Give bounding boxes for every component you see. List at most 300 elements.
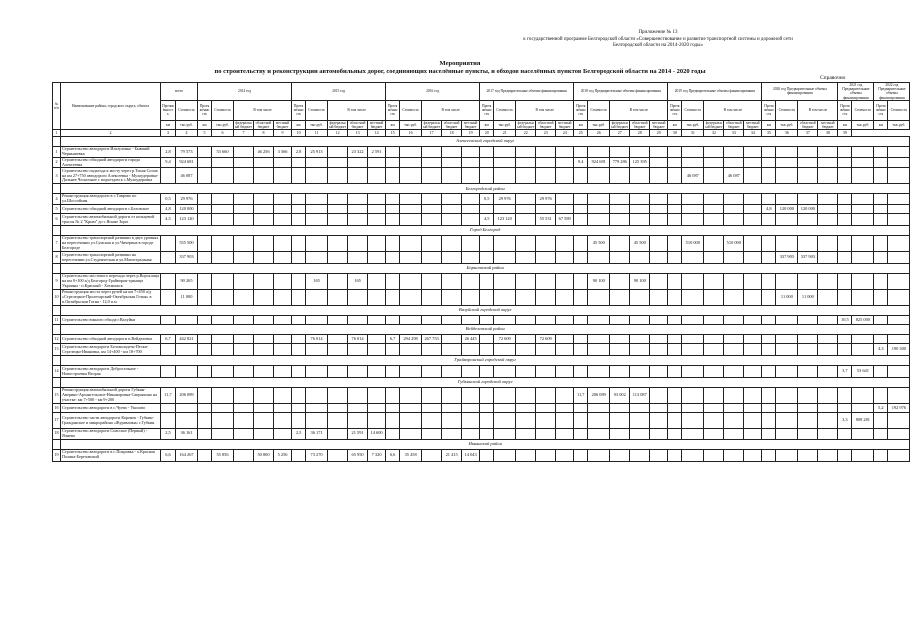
value-cell xyxy=(874,157,888,168)
value-cell xyxy=(306,214,328,226)
value-cell xyxy=(274,290,292,306)
value-cell xyxy=(400,366,422,378)
value-cell: 825 000 xyxy=(852,316,874,325)
value-cell xyxy=(852,290,874,306)
value-cell xyxy=(176,366,198,378)
header-row-years xyxy=(53,83,910,101)
value-cell xyxy=(442,413,462,429)
row-number-cell: 2 xyxy=(53,157,61,168)
column-index-cell: 1 xyxy=(53,130,61,137)
value-cell xyxy=(480,252,494,264)
value-cell xyxy=(462,429,480,440)
value-cell xyxy=(480,290,494,306)
value-cell: 206 089 xyxy=(588,388,610,404)
value-cell xyxy=(516,366,536,378)
value-cell xyxy=(798,274,818,290)
value-cell xyxy=(536,236,556,252)
value-cell xyxy=(650,344,668,356)
value-cell xyxy=(292,449,306,461)
value-cell: 120 000 xyxy=(798,205,818,214)
value-cell xyxy=(762,147,776,158)
value-cell xyxy=(198,316,212,325)
header-length: Протяжённость xyxy=(292,100,306,120)
value-cell: 0,5 xyxy=(161,194,176,205)
header-unit-rub: тыс.руб. xyxy=(588,120,610,129)
value-cell xyxy=(610,290,630,306)
value-cell xyxy=(630,316,650,325)
value-cell xyxy=(494,205,516,214)
value-cell xyxy=(480,316,494,325)
value-cell xyxy=(328,429,348,440)
value-cell xyxy=(212,194,234,205)
value-cell xyxy=(386,344,400,356)
value-cell: 72 609 xyxy=(494,335,516,344)
column-index-cell: 21 xyxy=(494,130,516,137)
value-cell xyxy=(328,413,348,429)
value-cell xyxy=(798,316,818,325)
section-spacer xyxy=(53,356,61,366)
value-cell xyxy=(386,205,400,214)
value-cell xyxy=(744,388,762,404)
value-cell xyxy=(650,316,668,325)
value-cell xyxy=(234,413,254,429)
value-cell xyxy=(386,194,400,205)
value-cell: 53 660 xyxy=(212,147,234,158)
table-row xyxy=(53,335,910,344)
value-cell xyxy=(650,404,668,413)
header-federal: федеральный бюджет xyxy=(517,120,535,130)
value-cell xyxy=(630,168,650,184)
value-cell xyxy=(556,449,574,461)
value-cell xyxy=(610,194,630,205)
value-cell xyxy=(516,388,536,404)
section-title: Грайворонский городской округ xyxy=(61,356,910,366)
annex-line-2: к государственной программе Белгородской области «Совершенствование и развитие транспортной системы и дорожной сети xyxy=(523,36,793,42)
value-cell xyxy=(462,274,480,290)
table-row xyxy=(53,429,910,440)
value-cell xyxy=(516,205,536,214)
value-cell xyxy=(516,449,536,461)
value-cell xyxy=(650,429,668,440)
header-cost: Стоимость xyxy=(306,100,328,120)
value-cell xyxy=(536,429,556,440)
header-unit-rub: тыс.руб. xyxy=(682,120,704,129)
column-index-cell: 33 xyxy=(724,130,744,137)
value-cell: 25 913 xyxy=(306,147,328,158)
value-cell xyxy=(556,429,574,440)
value-cell: 924 681 xyxy=(588,157,610,168)
value-cell xyxy=(386,236,400,252)
value-cell xyxy=(776,236,798,252)
value-cell xyxy=(744,236,762,252)
value-cell: 165 xyxy=(348,274,368,290)
header-row-units xyxy=(53,120,910,129)
value-cell xyxy=(212,316,234,325)
section-spacer xyxy=(53,226,61,236)
object-name-cell: Реконструкция моста через ручей на км 7+450 а/д «Стрелецкое-Пролетарский-Октябрьская Готня» в п.Октябрьская Готня - 12,0 п.м xyxy=(61,290,161,306)
value-cell xyxy=(630,290,650,306)
value-cell xyxy=(462,404,480,413)
value-cell xyxy=(852,157,874,168)
value-cell xyxy=(588,147,610,158)
value-cell xyxy=(212,205,234,214)
value-cell: 9,4 xyxy=(574,157,588,168)
value-cell: 2,5 xyxy=(161,429,176,440)
header-unit-rub: тыс.руб. xyxy=(776,120,798,129)
value-cell xyxy=(494,413,516,429)
value-cell: 11,7 xyxy=(161,388,176,404)
value-cell xyxy=(292,157,306,168)
value-cell xyxy=(630,404,650,413)
value-cell xyxy=(798,344,818,356)
value-cell xyxy=(724,449,744,461)
value-cell xyxy=(704,194,724,205)
value-cell xyxy=(668,252,682,264)
value-cell xyxy=(704,157,724,168)
header-cost: Стоимость xyxy=(494,100,516,120)
value-cell: 29 976 xyxy=(494,194,516,205)
value-cell: 164 267 xyxy=(176,449,198,461)
value-cell xyxy=(516,316,536,325)
value-cell xyxy=(386,214,400,226)
value-cell xyxy=(422,316,442,325)
header-cost: Стоимость xyxy=(588,100,610,120)
header-length: Протяжённость xyxy=(668,100,682,120)
value-cell xyxy=(874,236,888,252)
value-cell xyxy=(234,168,254,184)
value-cell xyxy=(574,449,588,461)
value-cell xyxy=(161,290,176,306)
value-cell xyxy=(818,316,838,325)
value-cell xyxy=(888,449,910,461)
value-cell xyxy=(704,252,724,264)
column-index-cell: 18 xyxy=(442,130,462,137)
value-cell xyxy=(198,344,212,356)
value-cell xyxy=(798,194,818,205)
value-cell xyxy=(480,274,494,290)
value-cell xyxy=(852,449,874,461)
value-cell xyxy=(516,274,536,290)
value-cell xyxy=(234,157,254,168)
value-cell xyxy=(442,168,462,184)
value-cell xyxy=(650,388,668,404)
value-cell xyxy=(704,429,724,440)
value-cell xyxy=(668,316,682,325)
value-cell xyxy=(650,214,668,226)
value-cell: 53 641 xyxy=(852,366,874,378)
header-length: Протяжённость xyxy=(574,100,588,120)
value-cell xyxy=(630,214,650,226)
column-index-cell: 34 xyxy=(744,130,762,137)
value-cell: 2,8 xyxy=(292,147,306,158)
value-cell xyxy=(556,274,574,290)
value-cell xyxy=(306,236,328,252)
value-cell xyxy=(306,404,328,413)
value-cell xyxy=(724,413,744,429)
value-cell xyxy=(630,147,650,158)
value-cell xyxy=(292,413,306,429)
value-cell xyxy=(176,404,198,413)
column-index-cell: 28 xyxy=(630,130,650,137)
value-cell: 36 161 xyxy=(176,429,198,440)
value-cell: 120 000 xyxy=(776,205,798,214)
value-cell xyxy=(556,290,574,306)
value-cell xyxy=(630,413,650,429)
value-cell xyxy=(650,168,668,184)
value-cell xyxy=(838,168,852,184)
value-cell xyxy=(328,236,348,252)
value-cell xyxy=(254,404,274,413)
value-cell xyxy=(400,214,422,226)
value-cell xyxy=(348,205,368,214)
row-number-cell: 1 xyxy=(53,147,61,158)
value-cell xyxy=(442,157,462,168)
table-row xyxy=(53,252,910,264)
value-cell xyxy=(744,404,762,413)
value-cell xyxy=(176,344,198,356)
value-cell xyxy=(368,205,386,214)
value-cell xyxy=(588,404,610,413)
header-unit-rub: тыс.руб. xyxy=(852,120,874,129)
row-number-cell: 19 xyxy=(53,449,61,461)
value-cell xyxy=(348,413,368,429)
value-cell xyxy=(462,236,480,252)
value-cell xyxy=(798,335,818,344)
section-row xyxy=(53,184,910,194)
section-spacer xyxy=(53,137,61,147)
row-number-cell: 4 xyxy=(53,194,61,205)
value-cell xyxy=(480,366,494,378)
measures-table xyxy=(52,82,910,462)
value-cell xyxy=(874,335,888,344)
value-cell xyxy=(574,236,588,252)
section-title: Борисовский район xyxy=(61,264,910,274)
value-cell xyxy=(574,194,588,205)
value-cell xyxy=(328,205,348,214)
value-cell xyxy=(292,335,306,344)
value-cell xyxy=(888,274,910,290)
value-cell xyxy=(386,388,400,404)
section-title: Валуйский городской округ xyxy=(61,306,910,316)
value-cell: 555 500 xyxy=(176,236,198,252)
object-name-cell: Строительство подъезда к мосту через р.Тихая Сосна на км 27+750 автодороги Алексеевка - Мухоудеровка-Дальнее Чесночное с подъездом к с.Мухоудеровка xyxy=(61,168,161,184)
column-index-cell: 2 xyxy=(61,130,161,137)
value-cell xyxy=(328,335,348,344)
value-cell xyxy=(776,388,798,404)
value-cell: 11 000 xyxy=(176,290,198,306)
header-unit-km: км xyxy=(574,120,588,129)
value-cell xyxy=(494,274,516,290)
value-cell xyxy=(762,388,776,404)
value-cell xyxy=(516,147,536,158)
column-index-cell: 8 xyxy=(254,130,274,137)
value-cell xyxy=(704,205,724,214)
value-cell xyxy=(494,236,516,252)
value-cell xyxy=(762,236,776,252)
value-cell xyxy=(306,205,328,214)
value-cell: 6,6 xyxy=(161,449,176,461)
value-cell xyxy=(161,168,176,184)
value-cell xyxy=(588,413,610,429)
header-cost: Стоимость xyxy=(888,100,910,120)
value-cell xyxy=(306,413,328,429)
value-cell xyxy=(348,388,368,404)
value-cell xyxy=(724,388,744,404)
header-length: Протяжённость xyxy=(838,100,852,120)
header-unit-km: км xyxy=(838,120,852,129)
value-cell: 125 395 xyxy=(630,157,650,168)
value-cell xyxy=(610,274,630,290)
section-title: Алексеевский городской округ xyxy=(61,137,910,147)
value-cell xyxy=(494,404,516,413)
value-cell xyxy=(400,316,422,325)
value-cell: 14 600 xyxy=(368,429,386,440)
value-cell xyxy=(888,157,910,168)
value-cell xyxy=(682,316,704,325)
value-cell xyxy=(292,205,306,214)
value-cell xyxy=(630,344,650,356)
value-cell xyxy=(630,366,650,378)
header-y2016: 2016 год xyxy=(386,83,480,101)
header-local: местный бюджет xyxy=(650,120,668,129)
value-cell xyxy=(292,290,306,306)
value-cell: 90 100 xyxy=(588,274,610,290)
table-row xyxy=(53,214,910,226)
value-cell xyxy=(292,316,306,325)
header-regional: областной бюджет xyxy=(724,120,744,129)
column-index-cell: 15 xyxy=(386,130,400,137)
value-cell xyxy=(198,449,212,461)
value-cell xyxy=(480,236,494,252)
column-index-cell: 25 xyxy=(574,130,588,137)
value-cell xyxy=(368,335,386,344)
value-cell: 4,3 xyxy=(874,344,888,356)
header-length: Протяжённость xyxy=(480,100,494,120)
row-number-cell: 11 xyxy=(53,316,61,325)
header-length: Протяжённость xyxy=(762,100,776,120)
header-y2015: 2015 год xyxy=(292,83,386,101)
value-cell xyxy=(682,429,704,440)
value-cell xyxy=(610,316,630,325)
value-cell: 4,8 xyxy=(762,205,776,214)
value-cell xyxy=(762,168,776,184)
value-cell xyxy=(852,168,874,184)
value-cell: 2,8 xyxy=(161,147,176,158)
section-spacer xyxy=(53,264,61,274)
value-cell xyxy=(588,449,610,461)
value-cell xyxy=(422,236,442,252)
value-cell xyxy=(682,205,704,214)
value-cell xyxy=(386,252,400,264)
object-name-cell: Строительство мостового перехода через р.Ворсклица на км 0+100 а/д Белгород-Грайворон-граница Украины - п.Красный - Хотмыжск xyxy=(62,273,159,288)
value-cell xyxy=(442,147,462,158)
value-cell xyxy=(762,366,776,378)
value-cell xyxy=(442,205,462,214)
value-cell xyxy=(724,252,744,264)
value-cell xyxy=(798,449,818,461)
value-cell xyxy=(274,236,292,252)
value-cell xyxy=(254,316,274,325)
value-cell xyxy=(776,316,798,325)
value-cell xyxy=(838,214,852,226)
value-cell xyxy=(462,214,480,226)
value-cell xyxy=(234,274,254,290)
value-cell xyxy=(442,429,462,440)
table-row xyxy=(53,316,910,325)
value-cell: 337 903 xyxy=(176,252,198,264)
value-cell xyxy=(650,366,668,378)
value-cell xyxy=(516,157,536,168)
value-cell xyxy=(274,404,292,413)
value-cell xyxy=(161,404,176,413)
value-cell xyxy=(480,449,494,461)
value-cell: 337 903 xyxy=(798,252,818,264)
value-cell: 55 531 xyxy=(536,214,556,226)
header-unit-rub: тыс.руб. xyxy=(888,120,910,129)
value-cell xyxy=(386,274,400,290)
value-cell xyxy=(818,236,838,252)
value-cell xyxy=(798,168,818,184)
value-cell xyxy=(536,290,556,306)
value-cell xyxy=(328,194,348,205)
value-cell xyxy=(724,290,744,306)
value-cell: 337 903 xyxy=(776,252,798,264)
header-federal: федеральный бюджет xyxy=(423,120,441,130)
value-cell xyxy=(462,157,480,168)
value-cell xyxy=(348,157,368,168)
value-cell xyxy=(852,274,874,290)
value-cell xyxy=(610,252,630,264)
value-cell xyxy=(630,449,650,461)
value-cell xyxy=(386,290,400,306)
value-cell xyxy=(630,252,650,264)
value-cell xyxy=(480,157,494,168)
column-index-cell: 4 xyxy=(176,130,198,137)
object-name-cell: Строительство транспортной развязки на пересечении ул.Студенческая и ул.Магистральная xyxy=(61,252,161,264)
value-cell xyxy=(254,274,274,290)
value-cell xyxy=(630,205,650,214)
value-cell: 113 087 xyxy=(630,388,650,404)
value-cell xyxy=(838,344,852,356)
value-cell xyxy=(818,214,838,226)
value-cell xyxy=(422,429,442,440)
value-cell xyxy=(818,429,838,440)
column-index-cell: 30 xyxy=(668,130,682,137)
value-cell: 123 120 xyxy=(494,214,516,226)
table-row xyxy=(53,290,910,306)
value-cell xyxy=(368,157,386,168)
column-index-cell: 3 xyxy=(161,130,176,137)
table-row xyxy=(53,168,910,184)
value-cell xyxy=(574,274,588,290)
value-cell xyxy=(818,449,838,461)
section-spacer xyxy=(53,306,61,316)
value-cell: 35 458 xyxy=(400,449,422,461)
table-row xyxy=(53,449,910,461)
value-cell xyxy=(462,388,480,404)
value-cell xyxy=(516,344,536,356)
value-cell xyxy=(874,290,888,306)
value-cell xyxy=(744,290,762,306)
value-cell xyxy=(776,429,798,440)
value-cell: 6,7 xyxy=(386,335,400,344)
value-cell xyxy=(516,290,536,306)
object-name-cell: Строительство транспортной развязки в двух уровнях на пересечении ул.Сумская и ул.Чичерина в городе Белгороде xyxy=(61,236,161,252)
value-cell xyxy=(852,194,874,205)
value-cell xyxy=(762,290,776,306)
section-title: Город Белгород xyxy=(61,226,910,236)
value-cell xyxy=(234,366,254,378)
